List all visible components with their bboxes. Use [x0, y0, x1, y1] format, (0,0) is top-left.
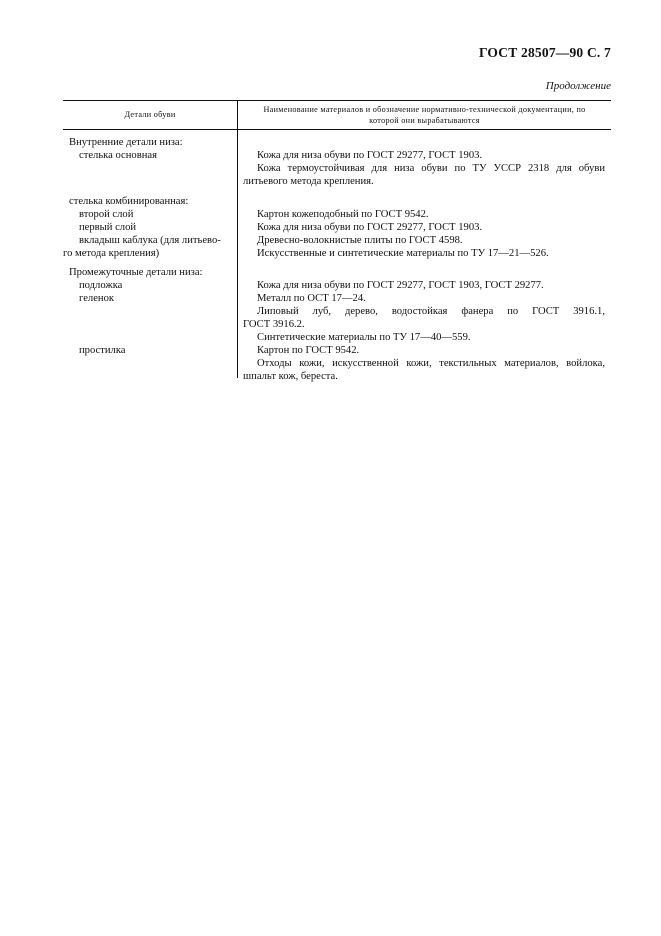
- material-text: Кожа для низа обуви по ГОСТ 29277, ГОСТ 1903.: [257, 150, 483, 161]
- material-text: Металл по ОСТ 17—24.: [257, 293, 366, 304]
- material-text: ГОСТ 3916.2.: [243, 319, 305, 330]
- material-text: Липовый луб, дерево, водостойкая фанера по ГОСТ 3916.1,: [257, 306, 605, 317]
- continuation-label: Продолжение: [545, 80, 611, 92]
- group-heading: стелька комбинированная:: [69, 196, 189, 207]
- material-text: Кожа для низа обуви по ГОСТ 29277, ГОСТ 1903.: [257, 222, 483, 233]
- part-name: геленок: [79, 293, 115, 304]
- part-name: первый слой: [79, 222, 137, 233]
- material-text: Картон по ГОСТ 9542.: [257, 345, 360, 356]
- part-name: подложка: [79, 280, 123, 291]
- material-text: Кожа для низа обуви по ГОСТ 29277, ГОСТ 1903, ГОСТ 29277.: [257, 280, 544, 291]
- part-name: го метода крепления): [63, 248, 160, 259]
- material-text: шпальт кож, береста.: [243, 371, 338, 382]
- page-header: ГОСТ 28507—90 С. 7: [478, 45, 611, 60]
- material-text: литьевого метода крепления.: [243, 176, 374, 187]
- material-text: Отходы кожи, искусственной кожи, текстильных материалов, войлока,: [257, 358, 605, 369]
- group-heading: Внутренние детали низа:: [69, 137, 183, 148]
- material-text: Картон кожеподобный по ГОСТ 9542.: [257, 209, 429, 220]
- table-header-rule: [63, 129, 611, 130]
- material-text: Искусственные и синтетические материалы по ТУ 17—21—526.: [257, 248, 549, 259]
- part-name: стелька основная: [79, 150, 157, 161]
- material-text: Кожа термоустойчивая для низа обуви по ТУ УССР 2318 для обуви: [257, 163, 605, 174]
- part-name: вкладыш каблука (для литьево-: [79, 235, 221, 246]
- group-heading: Промежуточные детали низа:: [69, 267, 203, 278]
- part-name: второй слой: [79, 209, 134, 220]
- column-header-parts: Детали обуви: [124, 110, 176, 119]
- part-name: простилка: [79, 345, 126, 356]
- material-text: Синтетические материалы по ТУ 17—40—559.: [257, 332, 471, 343]
- column-header-materials: Наименование материалов и обозначение нормативно-технической документации, по которой они вырабатываются: [263, 104, 586, 125]
- material-text: Древесно-волокнистые плиты по ГОСТ 4598.: [257, 235, 463, 246]
